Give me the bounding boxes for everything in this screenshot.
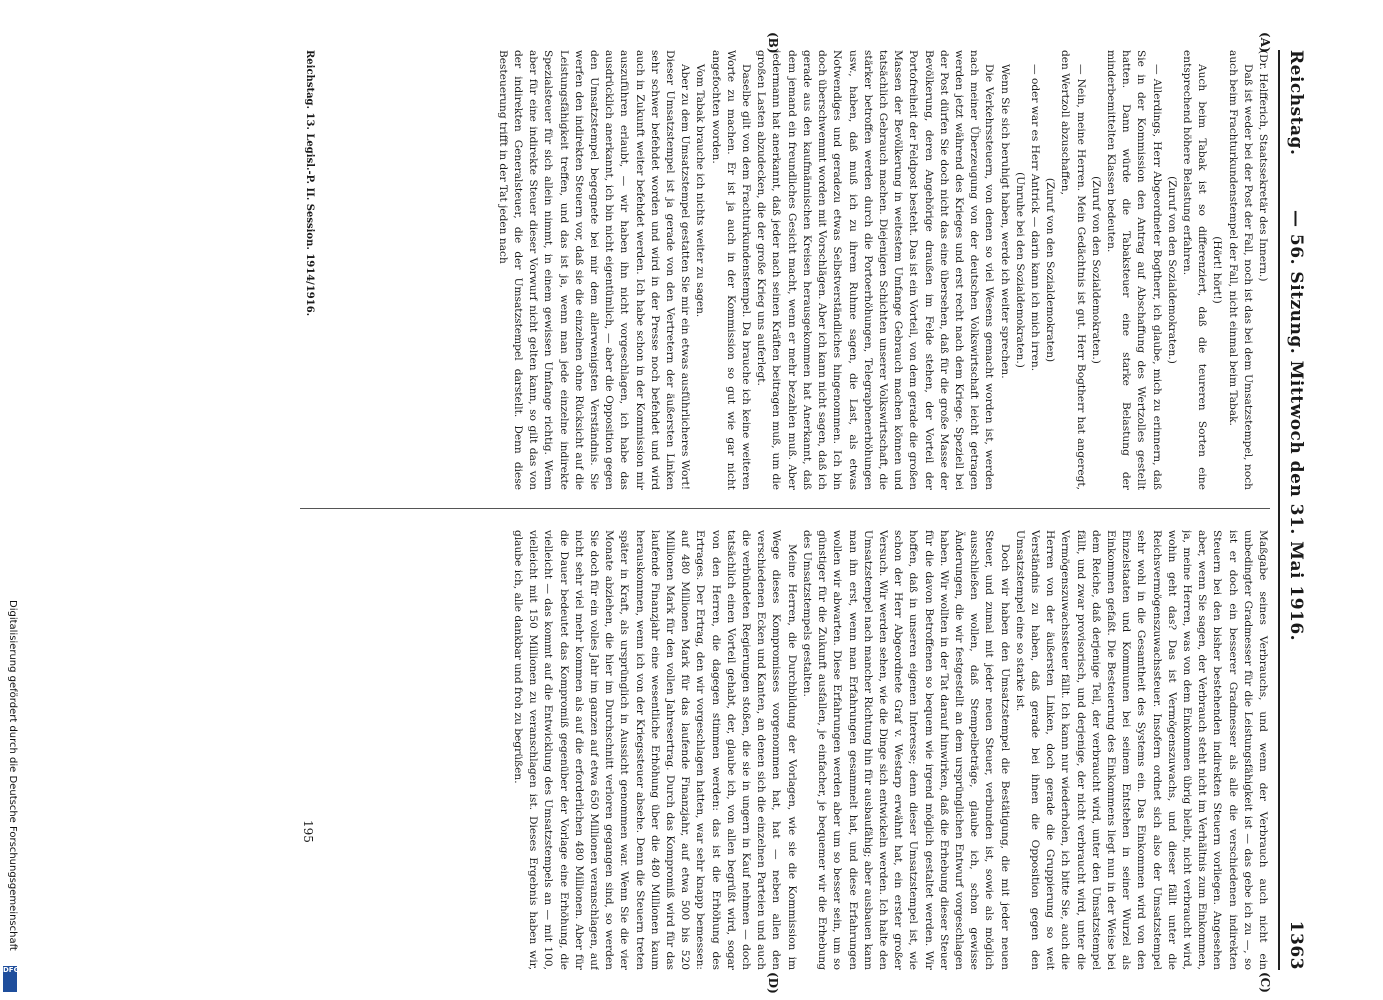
interjection: (Zuruf von den Sozialdemokraten.) [1089,176,1102,364]
marker-a: (A) [1258,32,1272,53]
running-header [1280,50,1310,970]
marker-d: (D) [766,972,780,994]
interjection: (Zuruf von den Sozialdemokraten.) [1165,176,1178,364]
header-center: — 56. Sitzung. Mittwoch den 31. Mai 1916. [1286,210,1306,642]
paragraph: Vom Tabak brauche ich nichts weiter zu sagen. [694,64,707,318]
interjection: (Zuruf von den Sozialdemokraten) [1044,177,1057,363]
credit-text: Digitalisierung gefördert durch die Deutsche Forschungsgemeinschaft [7,600,18,951]
page-content [270,30,1320,994]
paragraph: Auch beim Tabak ist so differenziert, daß die teureren Sorten eine entsprechend höhere Belastung erfahren. [1180,50,1209,490]
dfg-logo [3,966,20,992]
header-page-number: 1363 [1286,920,1306,970]
paragraph: — Allerdings, Herr Abgeordneter Bogtherr, ich glaube, mich zu erinnern, daß Sie in der Kommission den Antrag auf Abschaffung des Wertzolles gestellt hatten. Dann würde die Tabaksteuer eine starke Belastung der minderbemittelten Klassen bedeuten. [1104,50,1163,490]
interjection: (Unruhe bei den Sozialdemokraten.) [1013,172,1026,368]
dfg-logo-label: DFG [3,966,20,974]
paragraph: Die Verkehrssteuern, von denen so viel Wesens gemacht worden ist, werden nach meiner Überzeugung von der deutschen Volkswirtschaft leicht getragen werden jetzt während des Krieges und erst recht nach dem Kriege. Speziell bei der Post dürfen Sie doch nicht das eine übersehen, daß für die große Masse der Bevölkerung, deren Angehörige draußen im Felde stehen, der Vorteil der Portofreiheit der Feldpost besteht. Das ist ein Vorteil, von dem gerade die großen Massen der Bevölkerung in weitestem Umfange Gebrauch machen können und tatsächlich Gebrauch machen. Diejenigen Schichten unserer Volkswirtschaft, die stärker betroffen werden durch die Portoerhöhungen, Telegraphenerhöhungen usw., haben, daß muß ich zu ihrem Ruhme sagen, die Last, als etwas Notwendiges und geradezu etwas Selbstverständliches hingenommen. Ich bin doch überschwemmt worden mit Vorschlägen. Aber ich kann nicht sagen, daß ich gerade aus den kaufmännischen Kreisen herausgekommen hat Anerkannt, daß dem jemand ein freundliches Gesicht macht, wenn er mehr bezahlen muß. Aber jedermann hat anerkannt, daß jeder nach seinen Kräften beitragen muß, um die großen Lasten abzudecken, die der große Krieg uns auferlegt. [755,50,996,490]
paragraph: — oder war es Herr Antrick — darin kann ich mich irren. [1028,64,1041,372]
paragraph: — Nein, meine Herren. Mein Gedächtnis ist gut. Herr Bogtherr hat angeregt, den Wertzoll abzuschaffen, [1059,50,1087,490]
marker-b: (B) [766,32,780,54]
header-left: Reichstag. [1286,50,1306,156]
interjection: (Hört! hört!) [1211,236,1224,304]
right-column [310,530,1270,970]
rotated-scan [270,30,1306,1000]
paragraph: Daß ist weder bei der Post der Fall, noch ist das bei dem Umsatzstempel, noch auch beim Frachturkundenstempel der Fall, nicht einmal beim Tabak. [1226,50,1254,490]
footer-page-number: 195 [301,820,315,843]
paragraph: Meine Herren, die Durchbildung der Vorlagen, wie sie die Kommission im Wege dieses Kompromisses vorgenommen hat, hat — neben allen den verschiedenen Ecken und Kanten, an denen sich die einzelnen Parteien und auch die verbündeten Regierungen stoßen, die sie in ungern in Kauf nehmen — doch tatsächlich einen Vorteil gehabt, der, glaube ich, von allen begrüßt wird, sogar von den Herren, die dagegen stimmen werden: das ist die Erhöhung des Ertrages. Der Ertrag, den wir vorgeschlagen hatten, war sehr knapp bemessen: auf 480 Millionen Mark für das laufende Finanzjahr, auf etwa 500 bis 520 Millionen Mark für den vollen Jahresertrag. Durch das Kompromiß wird für das laufende Finanzjahr eine wesentliche Erhöhung über die 480 Millionen kaum herauskommen, wenn ich von der Kriegssteuer absehe. Denn die Steuern treten später in Kraft, als ursprünglich in Aussicht genommen war. Wenn Sie die vier Monate abziehen, die hier im Durchschnitt verloren gegangen sind, so werden Sie doch für ein volles Jahr im ganzen auf etwa 650 Millionen veranschlagen, auf nicht sehr viel mehr kommen als auf die erforderlichen 480 Millionen. Aber für die Dauer bedeutet das Kompromiß gegenüber der Vorlage eine Erhöhung, die vielleicht — das kommt auf die Entwicklung des Umsatzstempels an — mit 100, vielleicht mit 150 Millionen zu veranschlagen ist. Dieses Ergebnis haben wir, glaube ich, alle dankbar und froh zu begrüßen. [512,530,798,970]
paragraph: Doch wir haben den Umsatzstempel die Bestätigung, die mit jeder neuen Steuer, und zumal mit jeder neuen Steuer, verbunden ist, sowie als möglich ausschließen wollen, daß Stempelbeträge, glaube ich, schon gewisse Änderungen, die wir festgestellt an dem ursprünglichen Entwurf vorgeschlagen haben. Wir wollten in der Tat darauf hinwirken, daß die Erhebung dieser Steuer für die davon Betroffenen so bequem wie irgend möglich gestaltet werden. Wir hoffen, daß in unseren eigenen Interesse; denn dieser Umsatzstempel ist, wie schon der Herr Abgeordnete Graf v. Westarp erwähnt hat, ein erster großer Versuch. Wir werden sehen, wie die Dinge sich entwickeln werden. Ich halte den Umsatzstempel nach mancher Richtung hin für ausbaufähig; aber ausbauen kann man ihn erst, wenn man Erfahrungen gesammelt hat, und diese Erfahrungen wollen wir abwarten. Diese Erfahrungen werden aber um so besser sein, um so günstiger für die Zukunft ausfallen, je einfacher, je bequemer wir die Erhebung des Umsatzstempels gestalten. [800,530,1011,970]
digitization-credit [2,600,22,990]
left-column [310,50,1270,490]
paragraph: Aber zu dem Umsatzstempel gestatten Sie mir ein etwas ausführlicheres Wort! Dieser Umsatzstempel ist ja gerade von den Vertretern der äußersten Linken sehr schwer befehdet worden und wird in der Presse noch befehdet und wird auch in Zukunft weiter befehdet werden. Ich habe schon in der Kommission mir auszuführen erlaubt, — wir haben ihn nicht vorgeschlagen, ich habe das ausdrücklich anerkannt, ich bin nicht eigentümlich, — aber die Opposition gegen den Umsatzstempel begegnete bei mir dem allerwenigsten Verständnis. Sie werfen den indirekten Steuern vor, daß sie die einzelnen ohne Rücksicht auf die Leistungsfähigkeit treffen, und das ist ja, wenn man jede einzelne indirekte Spezialsteuer für sich allein nimmt, in einem gewissen Umfange richtig. Wenn aber für eine indirekte Steuer dieser Vorwurf nicht gelten kann, so gilt das von der indirekten Generalsteuer, die der Umsatzstempel darstellt. Denn diese Besteuerung trifft in der Tat jeden nach [496,50,692,490]
paragraph: Wenn Sie sich beruhigt haben, werde ich weiter sprechen. [998,64,1011,379]
speaker-line: (Dr. Helfferich, Staatssekretär des Innern.) [1257,50,1269,282]
column-rule [300,508,1270,509]
paragraph: Daselbe gilt von dem Frachturkundenstempel. Da brauche ich keine weiteren Worte zu machen. Er ist ja auch in der Kommission so gut wie gar nicht angefochten worden. [709,50,753,490]
marker-c: (C) [1258,972,1272,993]
header-rule [1278,50,1280,970]
paragraph: Maßgabe seines Verbrauchs, und wenn der Verbrauch auch nicht ein unbedingter Gradmesser für die Leistungsfähigkeit ist — das gebe ich zu —, so ist er doch ein besserer Gradmesser als alle die verschiedenen indirekten Steuern bei den bisher bestehenden indirekten Steuern vorliegen. Angesehen aber, wenn Sie sagen, der Verbrauch steht nicht im Verhältnis zum Einkommen, ja, meine Herren, was von dem Einkommen übrig bleibt, nicht verbraucht wird, wohin geht das? Das ist Vermögenszuwachs, und dieser fällt unter die Reichsvermögenszuwachssteuer. Insofern ordnet sich also der Umsatzstempel sehr wohl in die Gesamtheit des Systems ein. Das Einkommen wird von den Einzelstaaten und Kommunen bei seinem Entstehen in seiner Wurzel als Einkommen gefaßt. Die Besteuerung des Einkommens liegt nun in der Weise bei dem Reiche, daß derjenige Teil, der verbraucht wird, unter den Umsatzstempel fällt, und zwar provisorisch, und derjenige, der nicht verbraucht wird, unter die Vermögenszuwachssteuer fällt. Ich kann nur wiederholen, ich bitte Sie, auch die Herren von der äußersten Linken, doch gerade die Gruppierung so weit Verständnis zu haben, daß gerade bei ihnen die Opposition gegen den Umsatzstempel eine so starke ist. [1013,530,1269,970]
footer-signature: Reichstag. 13. Legisl.-P. II. Session. 1914/1916. [304,50,315,317]
